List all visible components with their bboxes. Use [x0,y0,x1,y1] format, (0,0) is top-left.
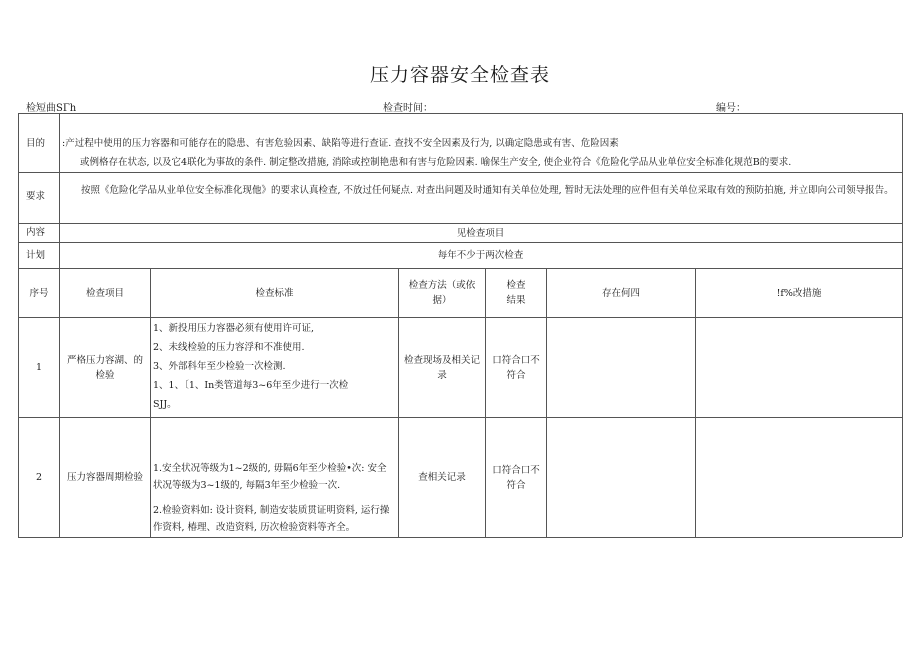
inspection-time-label: 检查时间： [383,103,433,114]
row-fix-field[interactable] [696,318,902,417]
purpose-text-line1: 产过程中使用的压力容器和可能存在的隐患、有害危验因素、缺陷等进行查证. 查找不安全因素及行为, 以确定隐患或有害、危险因素 [65,138,619,149]
inspected-unit-label: 检短曲SΓh [26,103,77,114]
standard-line: 1.安全状况等级为1~2级的, 毋隔6年至少检验•次: 安全状况等级为3~1级的, 每隔3年至少检验一次. [153,463,387,491]
header-result-bottom: 结果 [506,295,526,306]
page-title: 压力容器安全检查表 [369,64,550,86]
header-method: 检查方法（或依据） [408,280,476,306]
standard-line: 2、未线检验的压力容浮和不准使用. [153,342,305,353]
row-item: 严格压力容湖、的检验 [66,354,143,381]
row-result-checkbox[interactable]: 口符合口不符合 [492,354,540,381]
purpose-colon: : [62,138,66,149]
standard-line: 3、外部科年至少检验一次检测. [153,361,286,372]
standard-line: SJJ。 [153,399,177,410]
plan-label: 计划 [26,250,46,261]
purpose-text-line2: 或例格存在状态, 以及它4联化为事故的条件. 制定整改措施, 消除或控制艳患和有害与危险因素. 喻保生产安全, 使企业符合《危险化学品从业单位安全标准化规范B的要求. [80,157,792,168]
row-seq: 1 [35,362,43,373]
standard-line: 1、1、〔1、In类管道每3~6年至少进行一次检 [153,380,349,391]
row-method: 查相关记录 [418,472,466,483]
requirement-text: 按照《危险化学品从业单位安全标准化现他》的要求认真检查, 不放过任何疑点. 对查出问题及时通知有关单位处理, 暂时无法处理的应件但有关单位采取有效的预防拍施, 并立即向公司领导报告。 [81,185,894,196]
header-item: 检查项目 [85,287,124,299]
header-standard: 检查标准 [255,287,294,299]
standard-line: 2.检验资料如: 设计资料, 制造安装质贯证明资料, 运行操作资料, 椿理、改造资料, 历次检验资料等齐全。 [153,505,390,533]
row-standards [153,460,396,536]
content-value: 见检查项目 [456,227,505,239]
header-result-top: 检查 [506,280,526,291]
row-fix-field[interactable] [696,418,902,537]
requirement-label: 要求 [26,191,46,202]
plan-value: 每年不少于两次检查 [437,250,524,261]
row-item: 压力容器周期检验 [66,472,143,483]
row-standards [153,319,396,414]
number-label: 编号： [716,103,746,114]
header-seq: 序号 [29,287,49,299]
header-fix: !f%改措施 [776,287,822,299]
row-problem-field[interactable] [547,318,695,417]
row-problem-field[interactable] [547,418,695,537]
row-seq: 2 [35,472,43,483]
standard-line: 1、新投用压力容器必须有使用许可证, [153,323,315,334]
header-problem: 存在何四 [601,287,640,299]
purpose-label: 目的 [26,138,46,149]
row-method: 检查现场及相关记录 [403,354,480,381]
row-result-checkbox[interactable]: 口符合口不符合 [492,464,540,491]
content-label: 内容 [26,227,46,238]
